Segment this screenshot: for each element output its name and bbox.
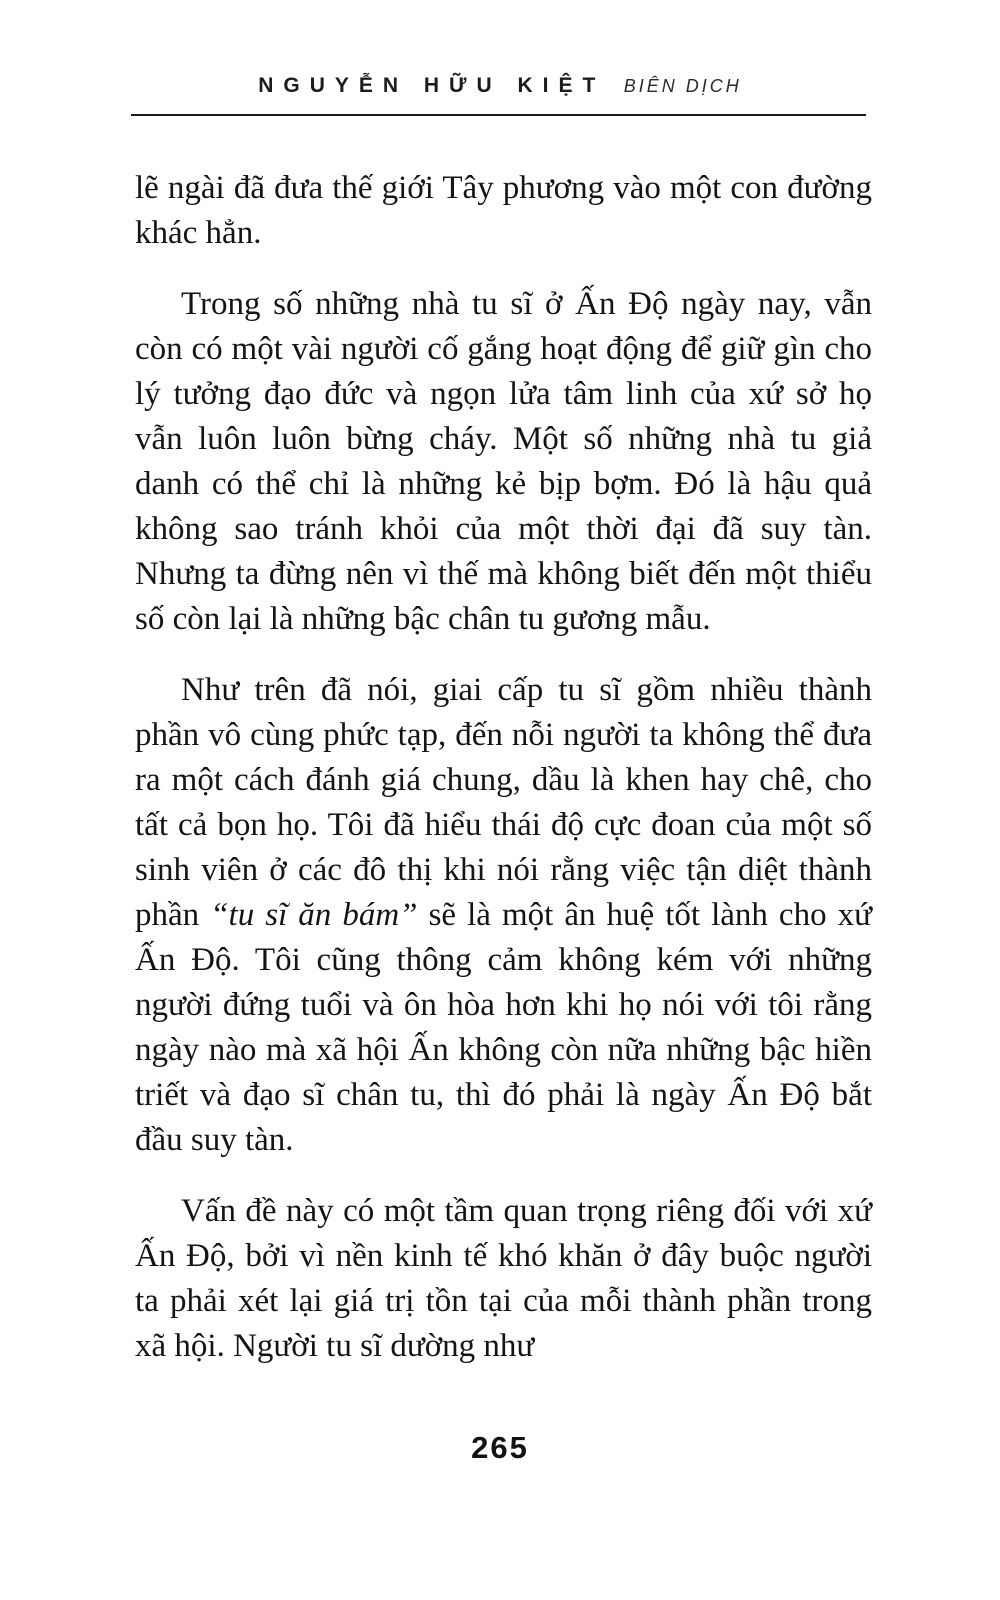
paragraph	[135, 1189, 872, 1369]
header-rule	[131, 114, 866, 116]
paragraph	[135, 668, 872, 1163]
paragraph-text: sẽ là một ân huệ tốt lành cho xứ Ấn Độ. Tôi cũng thông cảm không kém với những người đứng tuổi và ôn hòa hơn khi họ nói với tôi rằng ngày nào mà xã hội Ấn không còn nữa những bậc hiền triết và đạo sĩ chân tu, thì đó phải là ngày Ấn Độ bắt đầu suy tàn.	[135, 897, 872, 1158]
author-name: NGUYỄN HỮU KIỆT	[258, 74, 606, 97]
page-body	[135, 166, 872, 1395]
paragraph-text: Như trên đã nói, giai cấp tu sĩ gồm nhiều thành phần vô cùng phức tạp, đến nỗi người ta không thể đưa ra một cách đánh giá chung, dầu là khen hay chê, cho tất cả bọn họ. Tôi đã hiểu thái độ cực đoan của một số sinh viên ở các đô thị khi nói rằng việc tận diệt thành phần	[135, 672, 872, 933]
paragraph-text: lẽ ngài đã đưa thế giới Tây phương vào một con đường khác hẳn.	[135, 170, 872, 251]
page-number: 265	[471, 1430, 529, 1465]
paragraph-text: Vấn đề này có một tầm quan trọng riêng đối với xứ Ấn Độ, bởi vì nền kinh tế khó khăn ở đây buộc người ta phải xét lại giá trị tồn tại của mỗi thành phần trong xã hội. Người tu sĩ dường như	[135, 1193, 872, 1364]
paragraph	[135, 282, 872, 642]
translator-role: BIÊN DỊCH	[623, 76, 742, 96]
paragraph-continuation	[135, 166, 872, 256]
quoted-phrase: “tu sĩ ăn bám”	[210, 897, 418, 933]
paragraph-text: Trong số những nhà tu sĩ ở Ấn Độ ngày nay, vẫn còn có một vài người cố gắng hoạt động để giữ gìn cho lý tưởng đạo đức và ngọn lửa tâm linh của xứ sở họ vẫn luôn luôn bừng cháy. Một số những nhà tu giả danh có thể chỉ là những kẻ bịp bợm. Đó là hậu quả không sao tránh khỏi của một thời đại đã suy tàn. Nhưng ta đừng nên vì thế mà không biết đến một thiểu số còn lại là những bậc chân tu gương mẫu.	[135, 286, 872, 637]
running-header	[0, 74, 1000, 98]
